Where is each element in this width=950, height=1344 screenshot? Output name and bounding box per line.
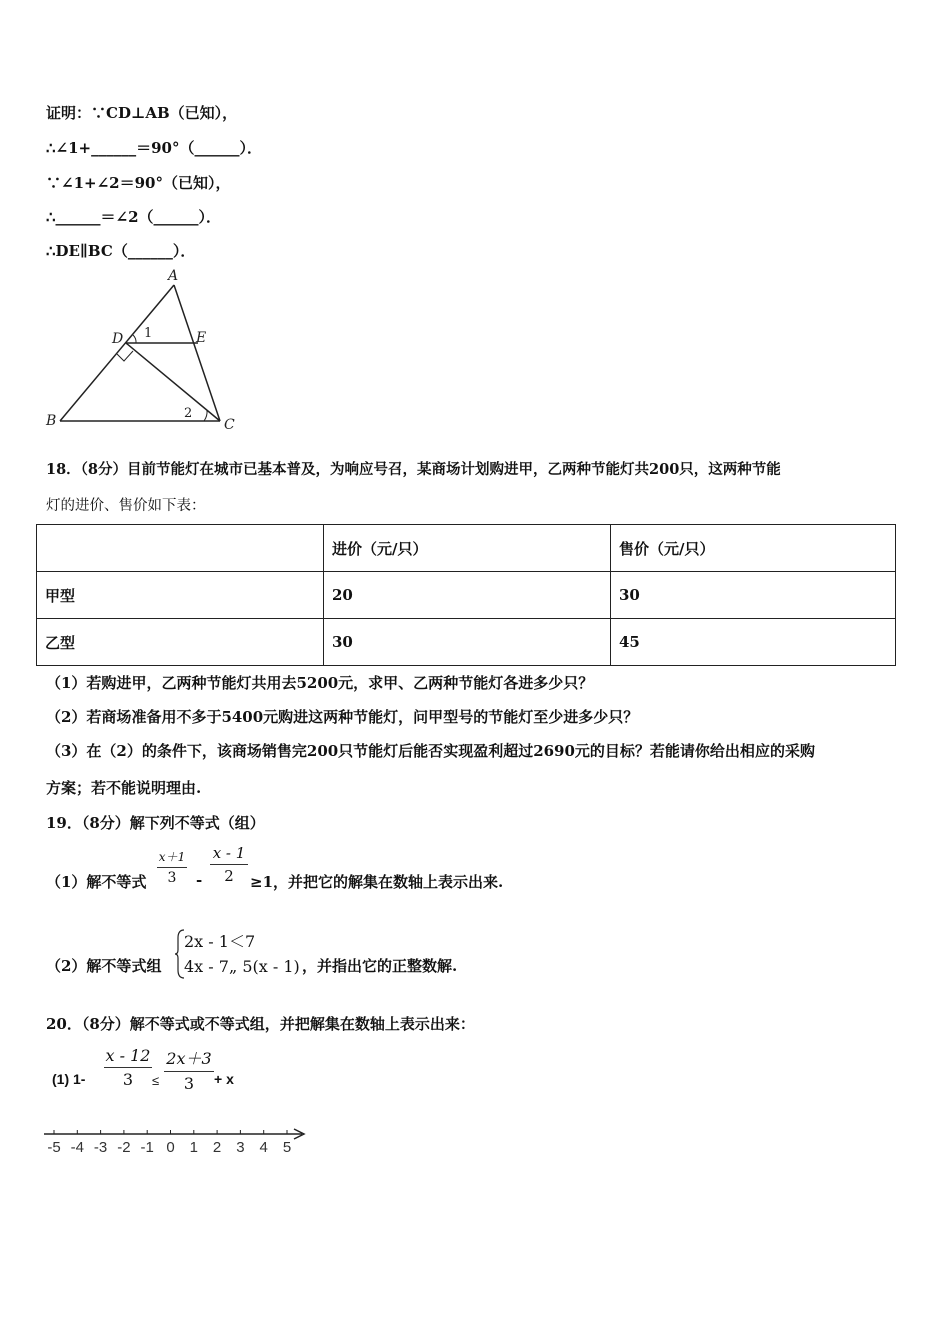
axis-tick-label: 4 <box>259 1139 268 1156</box>
q19-part-1-suffix: ≥1，并把它的解集在数轴上表示出来. <box>250 873 504 891</box>
angle-1-arc <box>133 335 136 343</box>
axis-tick-label: -4 <box>70 1139 84 1156</box>
label-d: D <box>112 331 124 347</box>
q20-fraction-2 <box>164 1046 214 1093</box>
q20-fraction-1 <box>104 1046 152 1089</box>
table-cell: 20 <box>324 572 611 619</box>
minus-sign: - <box>196 871 203 889</box>
axis-tick-label: -3 <box>93 1139 108 1156</box>
table-row <box>37 619 896 666</box>
axis-tick-label: 3 <box>236 1139 245 1156</box>
table-cell: 30 <box>611 572 896 619</box>
proof-line-2: ∴∠1+______＝90°（______）． <box>46 139 262 157</box>
q18-intro-1: 18．（8分）目前节能灯在城市已基本普及，为响应号召，某商场计划购进甲，乙两种节能灯共200只，这两种节能 <box>46 461 781 478</box>
axis-tick-label: -2 <box>117 1139 131 1156</box>
angle-2-arc <box>204 410 207 421</box>
system-line-2: 4x - 7„ 5(x - 1) <box>184 957 300 976</box>
q18-part-1: （1）若购进甲，乙两种节能灯共用去5200元，求甲、乙两种节能灯各进多少只？ <box>46 674 594 692</box>
table-cell: 30 <box>324 619 611 666</box>
fraction-denominator: 3 <box>122 1070 134 1089</box>
fraction-denominator: 3 <box>167 870 177 886</box>
q19-part-2-suffix: ，并指出它的正整数解. <box>302 957 458 975</box>
proof-line-3: ∵∠1+∠2＝90°（已知）， <box>46 174 231 192</box>
price-table <box>36 524 896 666</box>
fraction-numerator: 2x＋3 <box>166 1049 212 1068</box>
segment-ab <box>60 285 174 421</box>
q18-intro-2: 灯的进价、售价如下表： <box>46 498 206 514</box>
table-cell: 45 <box>611 619 896 666</box>
axis-tick-label: -5 <box>47 1139 61 1156</box>
fraction-numerator: x - 1 <box>212 844 246 862</box>
number-line <box>44 1124 314 1158</box>
table-header-cell: 进价（元/只） <box>324 525 611 572</box>
q19-part-1-prefix: （1）解不等式 <box>46 873 147 891</box>
proof-line-5: ∴DE∥BC（______）． <box>46 242 196 260</box>
system-line-1: 2x - 1＜7 <box>184 932 256 951</box>
label-c: C <box>224 417 235 433</box>
label-a: A <box>168 268 179 284</box>
table-cell: 甲型 <box>37 572 324 619</box>
fraction-numerator: x＋1 <box>158 850 186 864</box>
proof-line-1: 证明：∵CD⊥AB（已知）， <box>46 104 238 122</box>
fraction-denominator: 3 <box>183 1074 195 1093</box>
axis-tick-label: -1 <box>140 1139 154 1156</box>
label-e: E <box>196 330 207 346</box>
table-row <box>37 572 896 619</box>
table-cell: 乙型 <box>37 619 324 666</box>
table-header-cell <box>37 525 324 572</box>
q20-part-1-prefix: (1) 1- <box>52 1071 86 1087</box>
label-angle-1: 1 <box>144 326 153 341</box>
segment-ac <box>174 285 220 421</box>
q19-fraction-1 <box>157 848 187 886</box>
q18-part-3a: （3）在（2）的条件下，该商场销售完200只节能灯后能否实现盈利超过2690元的目标？若能请你给出相应的采购 <box>46 742 815 760</box>
proof-line-4: ∴______＝∠2（______）． <box>46 208 222 226</box>
q19-title: 19．（8分）解下列不等式（组） <box>46 814 265 832</box>
q18-part-2: （2）若商场准备用不多于5400元购进这两种节能灯，问甲型号的节能灯至少进多少只？ <box>46 708 639 726</box>
axis-tick-label: 5 <box>282 1139 292 1156</box>
leq-sign: ≤ <box>152 1073 160 1088</box>
fraction-numerator: x - 12 <box>105 1046 151 1065</box>
label-b: B <box>46 413 57 429</box>
q19-fraction-2 <box>210 844 248 885</box>
segment-dc <box>126 343 220 421</box>
axis-tick-label: 0 <box>166 1139 175 1156</box>
q19-part-2-prefix: （2）解不等式组 <box>46 957 162 975</box>
q18-part-3b: 方案；若不能说明理由. <box>46 779 202 797</box>
table-row <box>37 525 896 572</box>
right-angle-mark <box>117 351 133 361</box>
table-header-cell: 售价（元/只） <box>611 525 896 572</box>
q20-title: 20．（8分）解不等式或不等式组，并把解集在数轴上表示出来： <box>46 1015 475 1033</box>
axis-tick-label: 2 <box>212 1139 222 1156</box>
fraction-denominator: 2 <box>224 867 234 885</box>
label-angle-2: 2 <box>184 406 193 421</box>
q20-part-1-suffix: + x <box>214 1071 234 1087</box>
axis-tick-label: 1 <box>189 1139 198 1156</box>
triangle-figure <box>40 265 250 440</box>
